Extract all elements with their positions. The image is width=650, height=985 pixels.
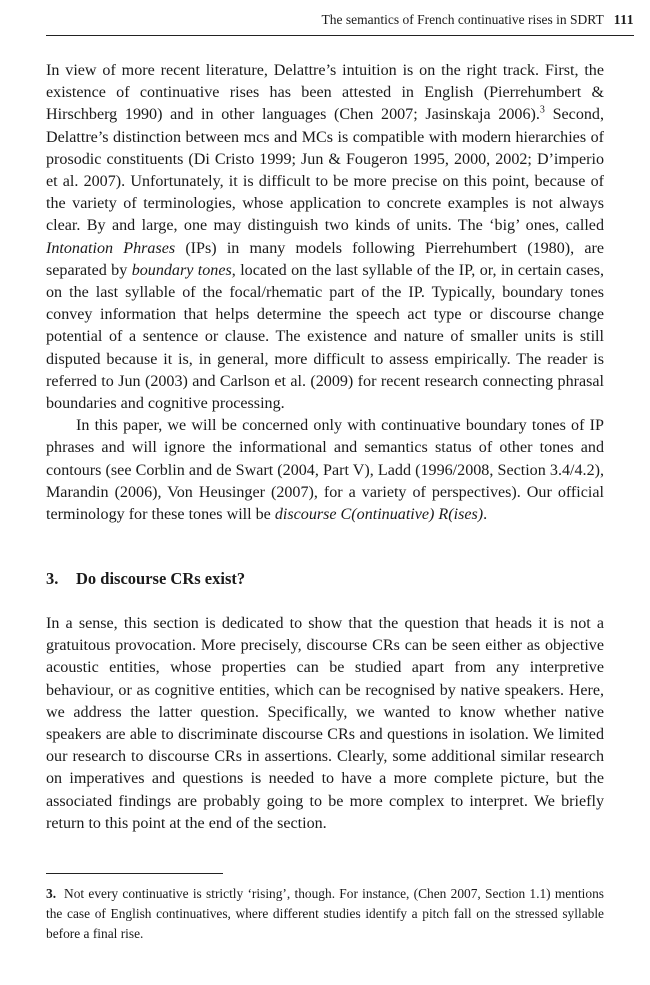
section-heading (46, 568, 604, 590)
term-discourse-crs: discourse C(ontinuative) R(ises) (274, 506, 484, 524)
page-number: 111 (613, 12, 634, 27)
term-intonation-phrases: Intonation Phrases (46, 239, 176, 257)
running-header (46, 11, 634, 36)
running-title: The semantics of French continuative rises in SDRT (321, 12, 604, 27)
term-boundary-tones: boundary tones (131, 261, 232, 279)
section-number: 3. (46, 569, 59, 588)
body-text (46, 60, 604, 526)
footnote-ref-3[interactable]: 3 (539, 105, 545, 117)
footnote-text: Not every continuative is strictly ‘rising’, though. For instance, (Chen 2007, Section 1.1) mentions the case of English continuatives, where different studies identify a pitch fall on the stressed syllable before a final rise. (46, 886, 604, 941)
paragraph-2-text-a: In this paper, we will be concerned only with continuative boundary tones of IP phrases and will ignore the informational and semantics status of other tones and contours (see Corblin and de Swart (2004, Part V), Ladd (1996/2008, Section 3.4/4.2), Marandin (2006), Von Heusinger (2007), for a variety of perspectives). Our official terminology for these tones will be (46, 417, 604, 524)
footnote-divider (46, 873, 223, 874)
section-paragraph: In a sense, this section is dedicated to show that the question that heads it is not a gratuitous provocation. More precisely, discourse CRs can be seen either as objective acoustic entities, whose properties can be studied apart from any interpretive behaviour, or as cognitive entities, which can be recognised by native speakers. Here, we address the latter question. Specifically, we wanted to know whether native speakers are able to discriminate discourse CRs and questions in isolation. We limited our research to discourse CRs in assertions. Clearly, some additional similar research on imperatives and questions is needed to have a more complete picture, but the associated findings are probably going to be more complex to interpret. We briefly return to this point at the end of the section. (46, 615, 604, 832)
section-title: Do discourse CRs exist? (76, 569, 246, 588)
paragraph-1-text-b: Second, Delattre’s distinction between mcs and MCs is compatible with modern hierarchies of prosodic constituents (Di Cristo 1999; Jun & Fougeron 1995, 2000, 2002; D’imperio et al. 2007). Unfortunately, it is difficult to be more precise on this point, because of the variety of terminologies, whose application to concrete examples is not always clear. By and large, one may distinguish two kinds of units. The ‘big’ ones, called (46, 106, 604, 235)
paragraph-2 (46, 415, 604, 526)
paragraph-1-text-d: , located on the last syllable of the IP, or, in certain cases, on the last syllable of the focal/rhematic part of the IP. Typically, boundary tones convey information that helps determine the speech act type or discourse change potential of a sentence or clause. The existence and nature of smaller units is still disputed because it is, in general, more difficult to assess empirically. The reader is referred to Jun (2003) and Carlson et al. (2009) for recent research connecting phrasal boundaries and cognitive processing. (46, 261, 605, 413)
footnote-number: 3. (46, 886, 57, 901)
paragraph-2-text-b: . (483, 506, 488, 524)
section-body (46, 613, 604, 835)
paragraph-1-text-a: In view of more recent literature, Delattre’s intuition is on the right track. First, the existence of continuative rises has been attested in English (Pierrehumbert & Hirschberg 1990) and in other languages (Chen 2007; Jasinskaja 2006). (46, 62, 604, 124)
footnote-3 (46, 884, 604, 943)
paragraph-1 (46, 60, 604, 415)
paragraph-1-text-c: (IPs) in many models following Pierrehumbert (1980), are separated by (46, 239, 605, 279)
